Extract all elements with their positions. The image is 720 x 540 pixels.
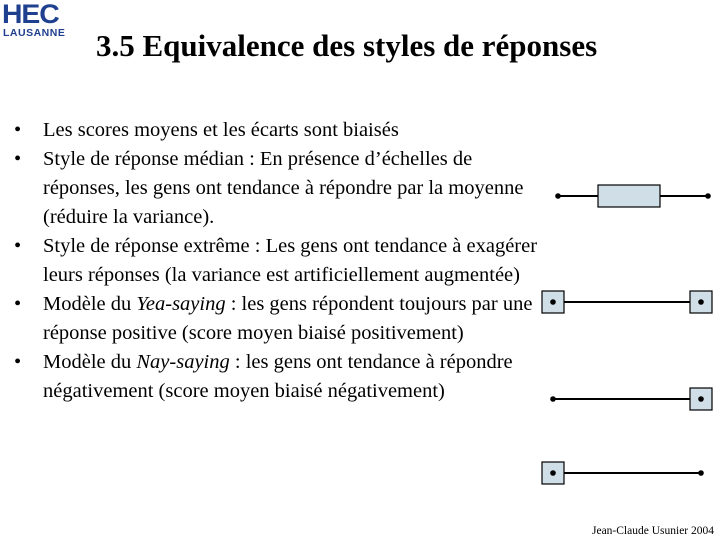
bullet-term: Yea-saying [136, 293, 226, 315]
yea-saying-diagram [550, 388, 712, 410]
bullet-text: Style de réponse médian : En présence d’échelles de réponses, les gens ont tendance à répondre par la moyenne (réduire la variance). [43, 148, 524, 228]
bullet-suffix: : les gens répondent toujours par une réponse positive (score moyen biaisé positivement) [43, 293, 533, 344]
scale-end-left [550, 396, 556, 402]
scale-end-right [705, 193, 711, 199]
scale-end-left [555, 193, 561, 199]
author-footer: Jean-Claude Usunier 2004 [592, 525, 714, 537]
bullet-prefix: Modèle du [43, 351, 137, 373]
logo-hec-text: HEC [2, 0, 59, 29]
median-style-diagram [555, 185, 711, 207]
bullet-suffix: : les gens ont tendance à répondre négativement (score moyen biaisé négativement) [43, 351, 513, 402]
slide-title: 3.5 Equivalence des styles de réponses [96, 28, 598, 63]
scale-end-right [698, 396, 704, 402]
scale-end-left [550, 299, 556, 305]
scale-end-left [550, 470, 556, 476]
bullet-text: Style de réponse extrême : Les gens ont tendance à exagérer leurs réponses (la variance est artificiellement augmentée) [43, 235, 538, 286]
bullet-prefix: Modèle du [43, 293, 137, 315]
logo-city-text: LAUSANNE [3, 27, 66, 39]
extreme-style-diagram [542, 291, 712, 313]
bullet-text: Les scores moyens et les écarts sont biaisés [43, 119, 399, 141]
nay-saying-diagram [542, 462, 704, 484]
scale-end-right [698, 470, 704, 476]
bullet-term: Nay-saying [136, 351, 230, 373]
response-box [598, 185, 660, 207]
scale-end-right [698, 299, 704, 305]
